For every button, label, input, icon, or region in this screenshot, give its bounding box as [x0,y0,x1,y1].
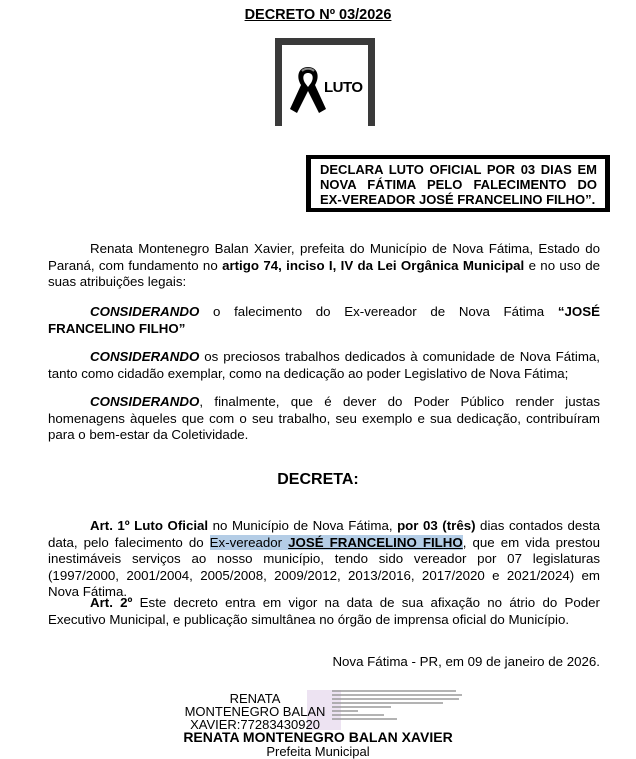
decree-title: DECRETO Nº 03/2026 [244,7,392,23]
preamble-paragraph: Renata Montenegro Balan Xavier, prefeita do Município de Nova Fátima, Estado do Paraná, com fundamento no artigo 74, inciso I, IV da Lei Orgânica Municipal e no uso de suas atribuições legais: [48,241,600,289]
digital-signer-line: XAVIER:77283430920 [190,717,320,732]
summary-line: EX-VEREADOR JOSÉ FRANCELINO FILHO”. [320,192,596,207]
date-line: Nova Fátima - PR, em 09 de janeiro de 2026. [332,654,600,669]
considerando-3: CONSIDERANDO, finalmente, que é dever do Poder Público render justas homenagens àqueles que com o seu trabalho, seu exemplo e sua dedicação, contribuíram para o bem-estar da Coletividade. [48,394,600,442]
considerando-1: CONSIDERANDO o falecimento do Ex-vereador de Nova Fátima “JOSÉ FRANCELINO FILHO” [48,304,600,336]
mourning-emblem [275,38,375,126]
digital-signer-line: RENATA [229,691,281,706]
digital-signer-line: MONTENEGRO BALAN [184,704,326,719]
summary-line: NOVA FÁTIMA PELO FALECIMENTO DO [320,177,597,192]
mourning-ribbon-icon [288,65,328,115]
considerando-2: CONSIDERANDO os preciosos trabalhos dedicados à comunidade de Nova Fátima, tanto como cidadão exemplar, como na dedicação ao poder Legislativo de Nova Fátima; [48,349,600,381]
article-1: Art. 1º Luto Oficial no Município de Nova Fátima, por 03 (três) dias contados desta data, pelo falecimento do Ex-vereador JOSÉ FRANCELINO FILHO, que em vida prestou inestimáveis serviços ao nosso município, tendo sido vereador por 07 legislaturas (1997/2000, 2001/2004, 2005/2008, 2009/2012, 2013/2016, 2017/2020 e 2021/2024) em Nova Fátima. [48,518,601,599]
mayor-role: Prefeita Municipal [266,744,370,759]
summary-box [306,155,610,212]
article-2: Art. 2º Este decreto entra em vigor na data de sua afixação no átrio do Poder Executivo Municipal, e publicação simultânea no órgão de imprensa oficial do Município. [48,595,600,627]
summary-line: DECLARA LUTO OFICIAL POR 03 DIAS EM [320,162,597,177]
mayor-name: RENATA MONTENEGRO BALAN XAVIER [183,729,453,745]
highlighted-text: Ex-vereador JOSÉ FRANCELINO FILHO [209,534,463,550]
luto-label: LUTO [324,79,363,96]
digital-signature-details [332,690,462,722]
decreta-heading: DECRETA: [277,471,359,488]
